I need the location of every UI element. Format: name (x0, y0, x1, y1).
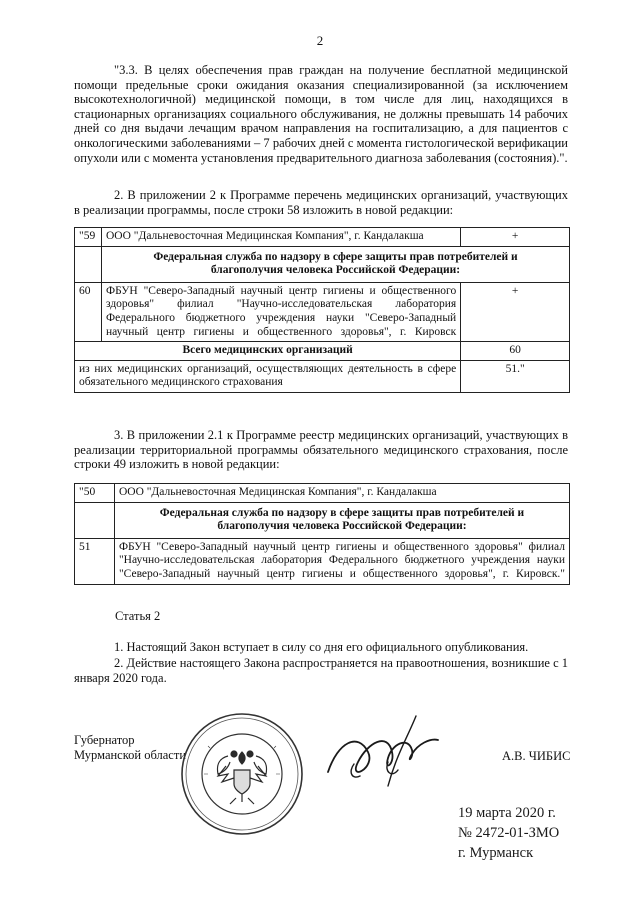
table-section-header (75, 502, 570, 538)
table-row (75, 228, 570, 247)
section-header-text: Федеральная служба по надзору в сфере защиты прав потребителей и благополучия человека Российской Федерации: (101, 246, 569, 282)
table-row (75, 538, 570, 584)
double-headed-eagle-icon (217, 751, 266, 804)
total-label: Всего медицинских организаций (75, 342, 461, 361)
article-2-item-1: 1. Настоящий Закон вступает в силу со дня его официального опубликования. (114, 640, 529, 654)
signing-city: г. Мурманск (458, 845, 534, 861)
table-section-header (75, 246, 570, 282)
governor-seal-stamp (178, 710, 306, 838)
participation-mark: + (461, 282, 570, 341)
organization-name: ФБУН "Северо-Западный научный центр гигиены и общественного здоровья" филиал "Научно-исследовательская лаборатория Федерального бюджетного учреждения науки "Северо-Западный научный центр гигиены и общественного здоровья", г. Кировск (101, 282, 460, 341)
position-line-1: Губернатор (74, 733, 135, 747)
document-footer (458, 803, 559, 863)
table-appendix-2-1 (74, 483, 570, 585)
signatory-name: А.В. ЧИБИС (502, 749, 571, 763)
signatory-position (74, 733, 186, 763)
position-line-2: Мурманской области (74, 748, 187, 762)
oms-value: 51." (461, 360, 570, 392)
oms-label: из них медицинских организаций, осуществляющих деятельность в сфере обязательного медицинского страхования (75, 360, 461, 392)
item-2-text: 2. В приложении 2 к Программе перечень медицинских организаций, участвующих в реализации программы, после строки 58 изложить в новой редакции: (74, 188, 568, 217)
table-appendix-2 (74, 227, 570, 393)
row-number: 60 (75, 282, 102, 341)
table-row (75, 282, 570, 341)
organization-name: ФБУН "Северо-Западный научный центр гигиены и общественного здоровья" филиал "Научно-исследовательская лаборатория Федерального бюджетного учреждения науки "Северо-Западный научный центр гигиены и общественного здоровья", г. Кировск." (114, 538, 569, 584)
table-total-row (75, 342, 570, 361)
organization-name: ООО "Дальневосточная Медицинская Компания", г. Кандалакша (114, 484, 569, 503)
item-3-text: 3. В приложении 2.1 к Программе реестр медицинских организаций, участвующих в реализации территориальной программы обязательного медицинского страхования, после строки 49 изложить в новой редакции: (74, 428, 568, 472)
participation-mark: + (461, 228, 570, 247)
table-row (75, 484, 570, 503)
organization-name: ООО "Дальневосточная Медицинская Компания", г. Кандалакша (101, 228, 460, 247)
paragraph-3-3: "3.3. В целях обеспечения прав граждан на получение бесплатной медицинской помощи предельные сроки ожидания оказания специализированной (за исключением высокотехнологичной) медицинской помощи, в том числе для лиц, находящихся в стационарных организациях социального обслуживания, не должны превышать 14 рабочих дней со дня выдачи лечащим врачом направления на госпитализацию, а для пациентов с онкологическими заболеваниями – 7 рабочих дней с момента гистологической верификации опухоли или с момента установления предварительного диагноза заболевания (состояния).". (74, 63, 568, 165)
table-oms-row (75, 360, 570, 392)
total-value: 60 (461, 342, 570, 361)
law-number: № 2472-01-ЗМО (458, 825, 560, 841)
article-2-heading: Статья 2 (115, 609, 161, 623)
row-number: "59 (75, 228, 102, 247)
page-number: 2 (316, 33, 324, 48)
signing-date: 19 марта 2020 г. (458, 805, 556, 821)
section-header-text: Федеральная служба по надзору в сфере защиты прав потребителей и благополучия человека Российской Федерации: (114, 502, 569, 538)
row-number: "50 (75, 484, 115, 503)
article-2-item-2: 2. Действие настоящего Закона распространяется на правоотношения, возникшие с 1 января 2020 года. (74, 656, 568, 685)
row-number: 51 (75, 538, 115, 584)
handwritten-signature (318, 712, 468, 802)
